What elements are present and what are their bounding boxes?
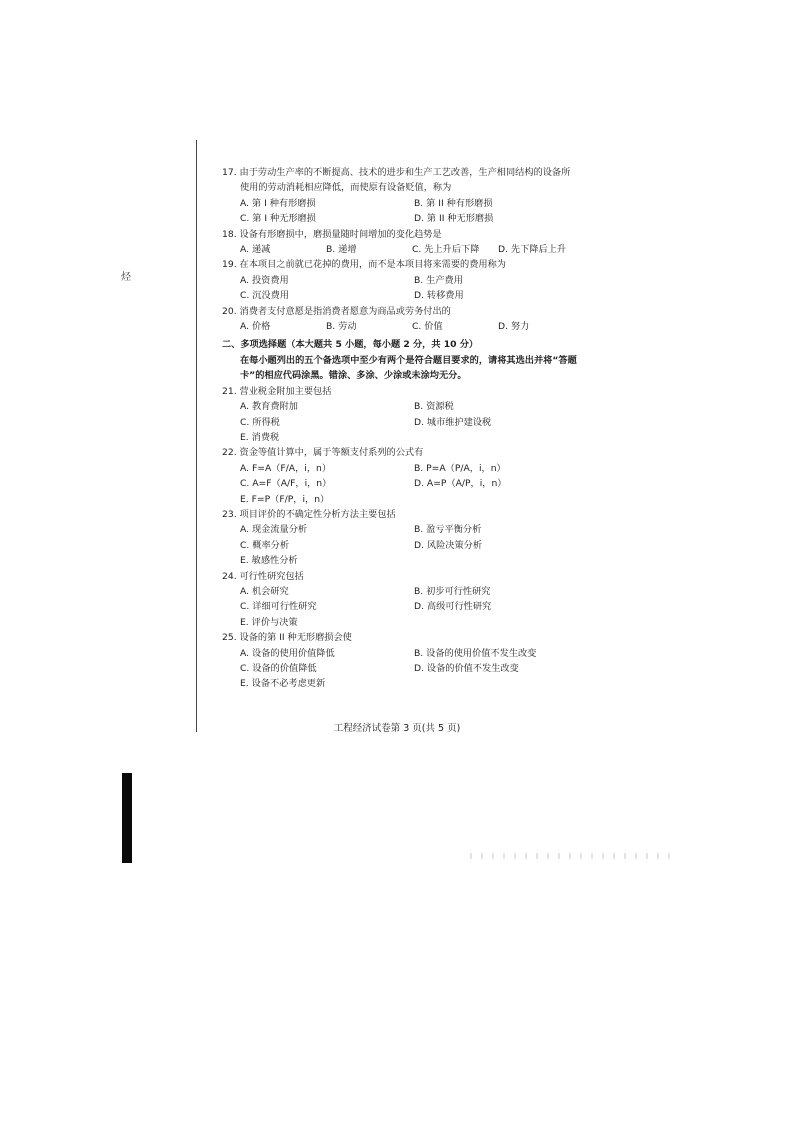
option-c: C. A=F（A/F，i，n） — [240, 478, 332, 490]
option-d: D. 先下降后上升 — [498, 244, 567, 256]
question-21 — [222, 384, 592, 446]
option-d: D. A=P（A/P，i，n） — [414, 478, 507, 490]
option-b: B. 盈亏平衡分析 — [414, 524, 482, 536]
option-b: B. 生产费用 — [414, 274, 463, 286]
question-text-cont: 使用的劳动消耗相应降低，而使原有设备贬值，称为 — [240, 182, 452, 194]
section-title: 二、多项选择题（本大题共 5 小题，每小题 2 分，共 10 分） — [222, 339, 479, 351]
option-c: C. 所得税 — [240, 416, 280, 428]
question-text: 18. 设备有形磨损中，磨损量随时间增加的变化趋势是 — [222, 228, 442, 240]
question-text: 21. 营业税金附加主要包括 — [222, 385, 332, 397]
question-17 — [222, 165, 592, 227]
scan-artifact-bar — [122, 773, 132, 863]
scan-noise — [470, 853, 670, 859]
option-e: E. 设备不必考虑更新 — [240, 678, 326, 690]
question-text: 20. 消费者支付意愿是指消费者愿意为商品或劳务付出的 — [222, 305, 451, 317]
binding-margin-line — [196, 140, 197, 732]
question-text: 23. 项目评价的不确定性分析方法主要包括 — [222, 508, 396, 520]
option-a: A. 现金流量分析 — [240, 524, 308, 536]
option-c: C. 价值 — [412, 321, 443, 333]
option-b: B. 第 II 种有形磨损 — [414, 197, 493, 209]
question-text: 25. 设备的第 II 种无形磨损会使 — [222, 632, 352, 644]
option-a: A. 价格 — [240, 321, 271, 333]
options — [222, 646, 592, 692]
question-text: 19. 在本项目之前就已花掉的费用，而不是本项目将来需要的费用称为 — [222, 259, 506, 271]
option-e: E. 敏感性分析 — [240, 555, 298, 567]
options — [222, 399, 592, 445]
option-b: B. 劳动 — [326, 321, 357, 333]
page-footer: 工程经济试卷第 3 页(共 5 页) — [333, 723, 461, 734]
option-e: E. 消费税 — [240, 431, 280, 443]
option-b: B. 资源税 — [414, 401, 454, 413]
option-c: C. 沉没费用 — [240, 290, 290, 302]
option-b: B. 设备的使用价值不发生改变 — [414, 647, 537, 659]
option-d: D. 第 II 种无形磨损 — [414, 213, 494, 225]
option-d: D. 风险决策分析 — [414, 539, 483, 551]
option-a: A. 设备的使用价值降低 — [240, 647, 335, 659]
options — [222, 522, 592, 568]
option-d: D. 转移费用 — [414, 290, 464, 302]
question-18 — [222, 227, 592, 258]
option-c: C. 第 I 种无形磨损 — [240, 213, 316, 225]
question-24 — [222, 569, 592, 631]
option-d: D. 设备的价值不发生改变 — [414, 663, 519, 674]
question-25 — [222, 630, 592, 692]
options — [222, 584, 592, 630]
options — [222, 242, 592, 257]
option-e: E. 评价与决策 — [240, 616, 298, 628]
question-text: 17. 由于劳动生产率的不断提高、技术的进步和生产工艺改善，生产相同结构的设备所 — [222, 167, 571, 178]
options — [222, 196, 592, 227]
option-a: A. 第 I 种有形磨损 — [240, 197, 316, 209]
question-22 — [222, 445, 592, 507]
question-20 — [222, 304, 592, 335]
exam-content — [222, 165, 592, 692]
option-d: D. 努力 — [498, 321, 530, 333]
option-a: A. 教育费附加 — [240, 401, 298, 413]
option-b: B. 递增 — [326, 244, 357, 256]
option-a: A. 递减 — [240, 244, 271, 256]
options — [222, 461, 592, 507]
option-b: B. P=A（P/A，i，n） — [414, 462, 506, 474]
options — [222, 273, 592, 304]
question-text: 24. 可行性研究包括 — [222, 570, 304, 582]
question-23 — [222, 507, 592, 569]
question-19 — [222, 257, 592, 303]
question-text: 22. 资金等值计算中，属于等额支付系列的公式有 — [222, 447, 424, 459]
option-d: D. 城市维护建设税 — [414, 416, 492, 428]
option-e: E. F=P（F/P，i，n） — [240, 493, 330, 505]
option-a: A. 投资费用 — [240, 274, 289, 286]
options — [222, 319, 592, 334]
option-a: A. F=A（F/A，i，n） — [240, 462, 332, 474]
option-c: C. 详细可行性研究 — [240, 601, 317, 613]
option-d: D. 高级可行性研究 — [414, 601, 492, 613]
option-c: C. 先上升后下降 — [412, 244, 480, 256]
option-c: C. 概率分析 — [240, 539, 290, 551]
option-b: B. 初步可行性研究 — [414, 585, 491, 597]
section-instruction: 在每小题列出的五个备选项中至少有两个是符合题目要求的，请将其选出并将“答题卡”的相应代码涂黑。错涂、多涂、少涂或未涂均无分。 — [240, 354, 577, 382]
margin-char: 烃 — [121, 272, 131, 283]
option-c: C. 设备的价值降低 — [240, 663, 317, 674]
option-a: A. 机会研究 — [240, 585, 289, 597]
